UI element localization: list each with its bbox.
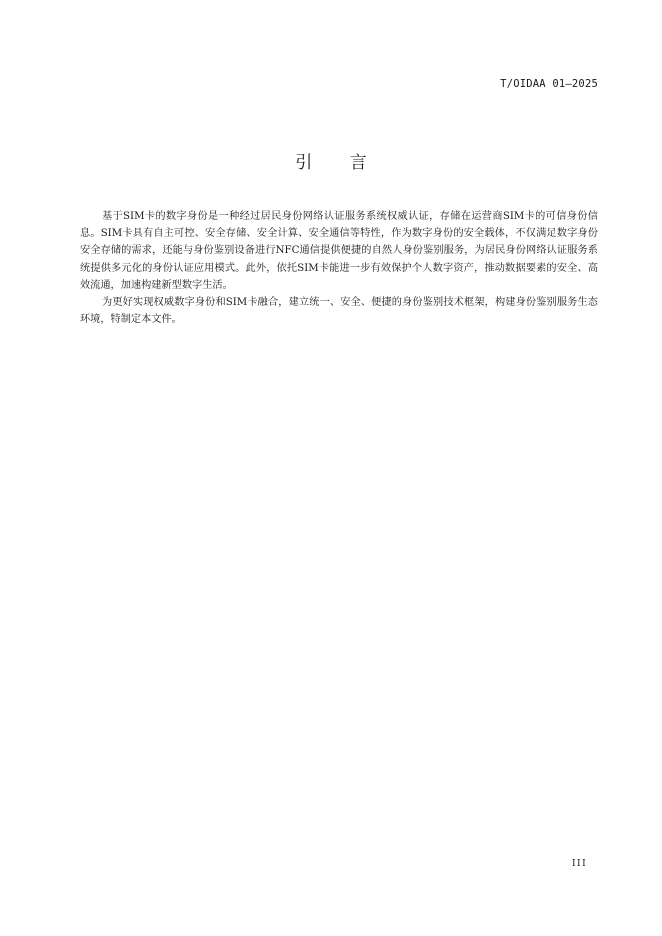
page-number: III [572,859,588,869]
paragraph-2: 为更好实现权威数字身份和SIM卡融合，建立统一、安全、便捷的身份鉴别技术框架，构建身份鉴别服务生态环境，特制定本文件。 [80,297,598,326]
section-title: 引 言 [295,153,383,173]
paragraph-1: 基于SIM卡的数字身份是一种经过居民身份网络认证服务系统权威认证，存储在运营商SIM卡的可信身份信息。SIM卡具有自主可控、安全存储、安全计算、安全通信等特性，作为数字身份的安全载体，不仅满足数字身份安全存储的需求，还能与身份鉴别设备进行NFC通信提供便捷的自然人身份鉴别服务，为居民身份网络认证服务系统提供多元化的身份认证应用模式。此外，依托SIM卡能进一步有效保护个人数字资产，推动数据要素的安全、高效流通，加速构建新型数字生活。 [80,211,598,291]
body-text [80,208,598,328]
document-code: T/OIDAA 01—2025 [500,78,598,90]
